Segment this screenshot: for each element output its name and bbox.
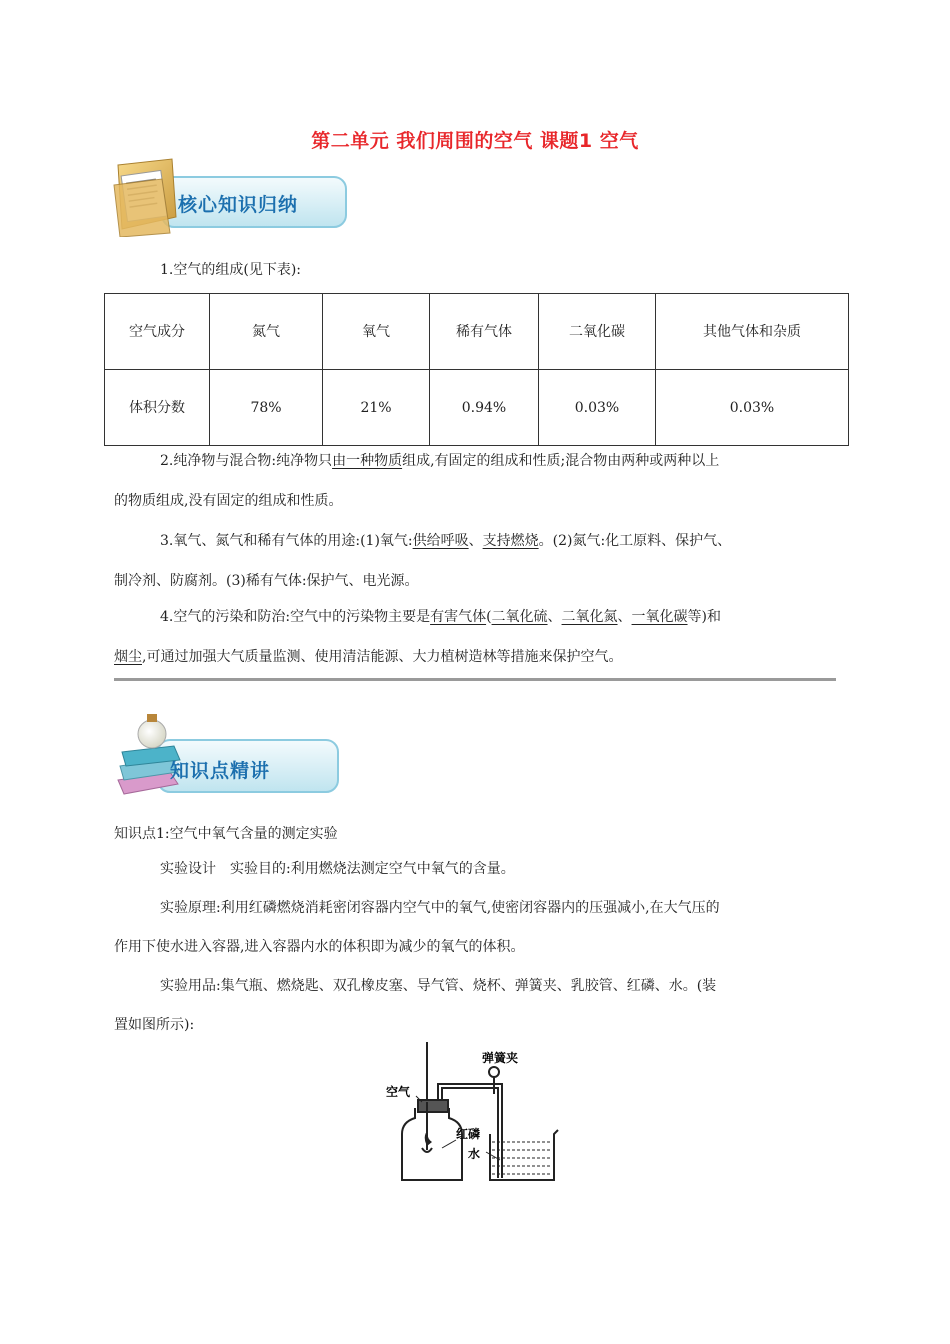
paragraph-2: 2.纯净物与混合物:纯净物只由一种物质组成,有固定的组成和性质;混合物由两种或两种以上	[160, 453, 720, 469]
water-label: 水	[468, 1147, 481, 1161]
paragraph-4: 4.空气的污染和防治:空气中的污染物主要是有害气体(二氧化硫、二氧化氮、一氧化碳等)和	[160, 609, 722, 625]
clip-label: 弹簧夹	[482, 1051, 519, 1065]
paragraph-2-line2: 的物质组成,没有固定的组成和性质。	[114, 493, 343, 509]
table-cell: 0.94%	[430, 370, 539, 446]
table-row	[105, 294, 849, 370]
paragraph-1: 1.空气的组成(见下表):	[160, 262, 301, 278]
paragraph-3: 3.氧气、氮气和稀有气体的用途:(1)氧气:供给呼吸、支持燃烧。(2)氮气:化工原料、保护气、	[160, 533, 732, 549]
knowledge-points-banner	[112, 710, 342, 802]
table-cell: 0.03%	[539, 370, 656, 446]
experiment-apparatus-figure	[382, 1038, 582, 1188]
phosphorus-label: 红磷	[456, 1127, 481, 1141]
banner-label: 核心知识归纳	[178, 194, 299, 216]
air-composition-table	[104, 293, 849, 446]
table-cell: 二氧化碳	[539, 294, 656, 370]
table-cell: 78%	[210, 370, 323, 446]
paragraph-4-line2: 烟尘,可通过加强大气质量监测、使用清洁能源、大力植树造林等措施来保护空气。	[114, 649, 623, 665]
page-title: 第二单元 我们周围的空气 课题1 空气	[311, 130, 639, 152]
section-divider	[114, 678, 836, 681]
table-cell: 0.03%	[656, 370, 849, 446]
table-row	[105, 370, 849, 446]
experiment-principle: 实验原理:利用红磷燃烧消耗密闭容器内空气中的氧气,使密闭容器内的压强减小,在大气压的	[160, 900, 720, 916]
table-cell: 体积分数	[105, 370, 210, 446]
table-cell: 氧气	[323, 294, 430, 370]
table-cell: 稀有气体	[430, 294, 539, 370]
table-cell: 21%	[323, 370, 430, 446]
experiment-materials: 实验用品:集气瓶、燃烧匙、双孔橡皮塞、导气管、烧杯、弹簧夹、乳胶管、红磷、水。(装	[160, 978, 717, 994]
experiment-principle-line2: 作用下使水进入容器,进入容器内水的体积即为减少的氧气的体积。	[114, 939, 525, 955]
table-cell: 空气成分	[105, 294, 210, 370]
knowledge-point-1: 知识点1:空气中氧气含量的测定实验	[114, 826, 338, 842]
table-cell: 其他气体和杂质	[656, 294, 849, 370]
banner-label: 知识点精讲	[170, 760, 271, 782]
paragraph-3-line2: 制冷剂、防腐剂。(3)稀有气体:保护气、电光源。	[114, 573, 419, 589]
experiment-materials-line2: 置如图所示):	[114, 1017, 195, 1033]
experiment-design: 实验设计 实验目的:利用燃烧法测定空气中氧气的含量。	[160, 861, 515, 877]
table-cell: 氮气	[210, 294, 323, 370]
air-label: 空气	[386, 1085, 411, 1099]
core-knowledge-banner	[110, 155, 350, 237]
